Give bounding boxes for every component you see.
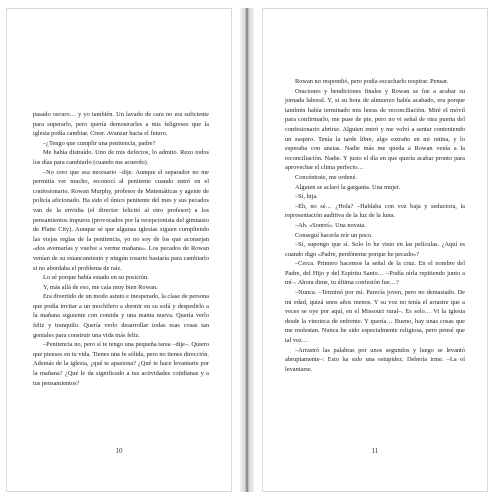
paragraph: –Ah. «Sonreí». Una novata. <box>295 221 366 229</box>
paragraph: Lo sé porque había estado en su posición. <box>43 274 149 282</box>
paragraph: Era divertido de un modo astuto e inesperado, la clase de persona que podía invitar a un mochilero a dormir en su sofá y despedirlo a la mañana siguiente con comida y una manta nueva. Quería verlo feliz y tranquilo. Quería verlo desarrollar todas esas cosas tan geniales para construir una vida más feliz. <box>33 293 209 339</box>
paragraph: –Penitencia no, pero sí te tengo una pequeña tarea –dije–. Quiero que pienses en tu vida. Tienes una fe sólida, pero no tienes dirección. Además de la iglesia, ¿qué te apasiona? ¿Qué te hace levantarte por la mañana? ¿Qué le da significado a tus actividades cotidianas y a tus pensamientos? <box>33 341 209 387</box>
page-number: 11 <box>371 447 379 455</box>
paragraph: Y, más allá de eso, me caía muy bien Rowan. <box>43 283 158 291</box>
paragraph: –Sí, hija. <box>295 193 318 201</box>
left-page-body <box>33 110 209 388</box>
paragraph: –Nunca. –Terminó por mí. Parecía joven, pero no demasiado. De mi edad, quizá unos años menos. Y su voz no tenía el arrastre que a veces se oye por aquí, en el Missouri rural–. Es solo… Vi la iglesia desde la vinoteca de enfrente. Y quería… Bueno, hay unas cosas que me molestan. Nunca he sido especialmente religiosa, pero pensé que tal vez… <box>285 289 465 345</box>
paragraph: pasado oscuro… y yo también. Un lavado de cara no era suficiente para superarlo, pero quería demostrarles a mis feligreses que la iglesia podía cambiar. Creer. Avanzar hacia el futuro. <box>33 111 209 138</box>
book-gutter <box>240 8 254 492</box>
right-page <box>262 8 488 492</box>
paragraph: Conseguí hacerla reír un poco. <box>295 231 373 239</box>
page-number: 10 <box>115 447 123 455</box>
paragraph: Me había distraído. Uno de mis defectos, lo admito. Rezo todos los días para cambiarlo (cuando me acuerdo). <box>33 149 209 166</box>
paragraph: –Eh, no sé… ¿Hola? –Hablaba con voz baja y seductora, la representación auditiva de la luz de la luna. <box>285 202 465 220</box>
paragraph: Rowan no respondió, pero podía escucharlo respirar. Pensar. <box>295 78 449 85</box>
left-page <box>6 8 232 492</box>
paragraph: –Sí, supongo que sí. Solo lo he visto en las películas. ¿Aquí es cuando digo «Padre, perdóneme porque he pecado»? <box>285 241 465 258</box>
paragraph: Concéntrate, me ordené. <box>295 173 358 181</box>
paragraph: Alguien se aclaró la garganta. Una mujer. <box>295 183 401 191</box>
paragraph: –¿Tengo que cumplir una penitencia, padre? <box>43 139 156 147</box>
right-page-body <box>285 77 465 374</box>
paragraph: –No creo que sea necesario –dije. Aunque el separador no me permitía ver mucho, reconocí al penitente cuando entró en el confesionario. Rowan Murphy, profesor de Matemáticas y agente de policía aficionado. Ha sido el único penitente del mes y sus pecados van de la envidia (el director felicitó al otro profesor) a los pensamientos impuros (provocados por la recepcionista del gimnasio de Platte City). Aunque sé que algunas iglesias siguen cumpliendo las viejas reglas de la penitencia, yo no soy de los que aconsejan «dos avemarías y vuelve a verme mañana». Los pecados de Rowan venían de su estancamiento y ningún rosario bastaría para cambiarlo si no abordaba el problema de raíz. <box>33 168 209 272</box>
paragraph: –Cerca. Primero hacemos la señal de la cruz. En el nombre del Padre, del Hijo y del Espíritu Santo… –Podía oírla repitiendo junto a mí–. Ahora dime, tu última confesión fue…? <box>285 260 465 287</box>
paragraph: –Arrastró las palabras por unos segundos y luego se levantó abruptamente–: Esto ha sido una estupidez. Debería irme. –La oí levantarse. <box>285 346 465 373</box>
paragraph: Oraciones y bendiciones finales y Rowan se fue a acabar su jornada laboral. Y, si su hora de almuerzo había acabado, era porque también había terminado mis horas de reconciliación. Miré el móvil para confirmarlo, me puse de pie, pero no vi señal de otra puerta del confesionario abrirse. Alguien entró y me volví a sentar conteniendo un suspiro. Tenía la tarde libre, algo extraño en mi rutina, y lo esperaba con ansias. Nadie más me queda a Rowan venía a la reconciliación. Nadie. Y justo el día en que quería acabar pronto para aprovechar el clima perfecto… <box>285 87 465 172</box>
